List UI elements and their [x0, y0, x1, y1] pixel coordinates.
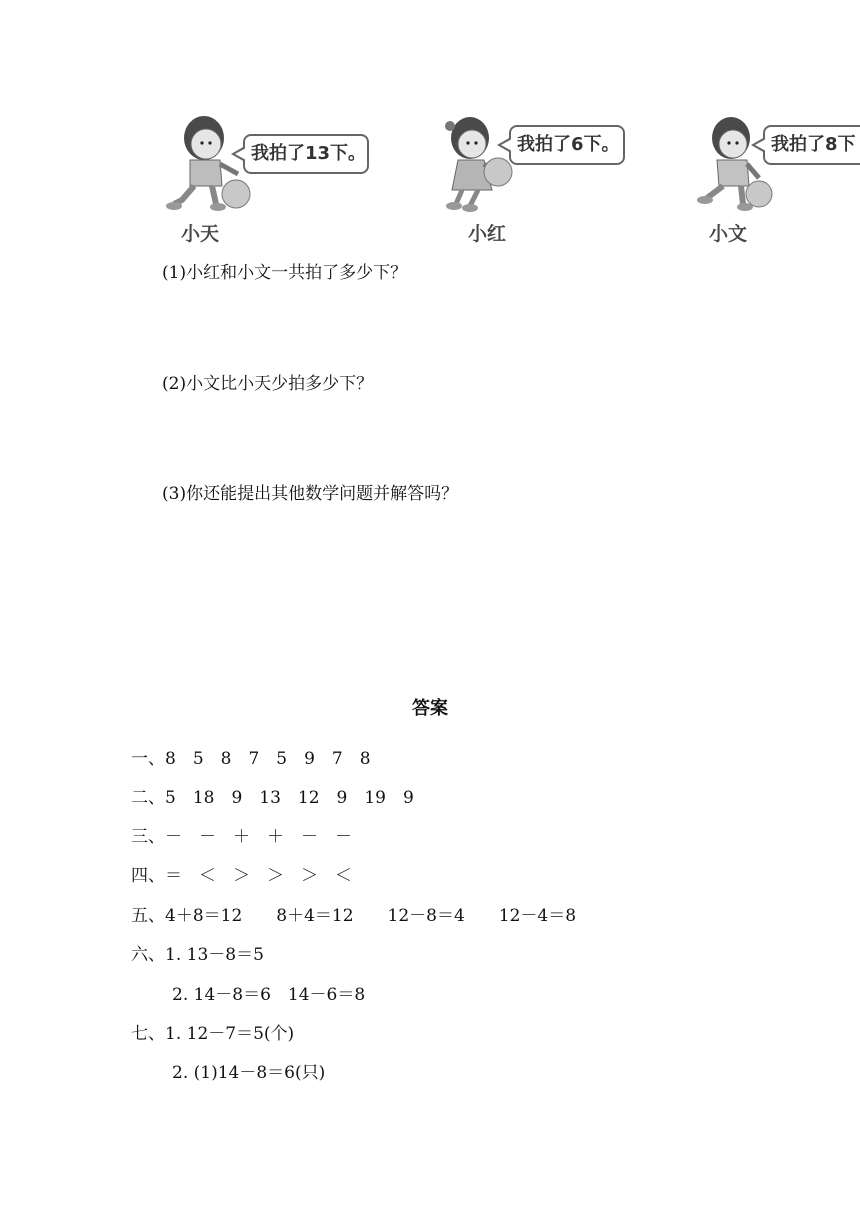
question-3: (3)你还能提出其他数学问题并解答吗？: [162, 484, 459, 504]
speech-bubble-xiaohong: 我拍了6下。: [509, 125, 625, 165]
kid-name-xiaotian: 小天: [181, 223, 220, 245]
answer-line: 五、4＋8＝12 8＋4＝12 12－8＝4 12－4＝8: [131, 906, 577, 926]
answers-title: 答案: [412, 698, 448, 719]
answer-line: 二、5 18 9 13 12 9 19 9: [131, 788, 414, 808]
kid-name-xiaohong: 小红: [468, 223, 507, 245]
answer-line: 六、1. 13－8＝5: [131, 945, 264, 965]
question-1: (1)小红和小文一共拍了多少下？: [162, 263, 408, 283]
answer-line: 一、8 5 8 7 5 9 7 8: [131, 749, 371, 769]
speech-bubble-xiaowen: 我拍了8下: [763, 125, 860, 165]
answer-line: 四、＝ ＜ ＞ ＞ ＞ ＜: [131, 866, 352, 886]
kid-name-xiaowen: 小文: [709, 223, 748, 245]
answer-line: 2. 14－8＝6 14－6＝8: [172, 985, 366, 1005]
boy-bouncing-ball-picture: [160, 108, 255, 218]
girl-bouncing-ball-picture: [430, 108, 520, 218]
answer-line: 2. (1)14－8＝6(只): [172, 1063, 326, 1083]
answer-line: 三、－ － ＋ ＋ － －: [131, 827, 352, 847]
question-2: (2)小文比小天少拍多少下？: [162, 374, 374, 394]
answer-line: 七、1. 12－7＝5(个): [131, 1024, 295, 1044]
speech-bubble-xiaotian: 我拍了13下。: [243, 134, 369, 174]
